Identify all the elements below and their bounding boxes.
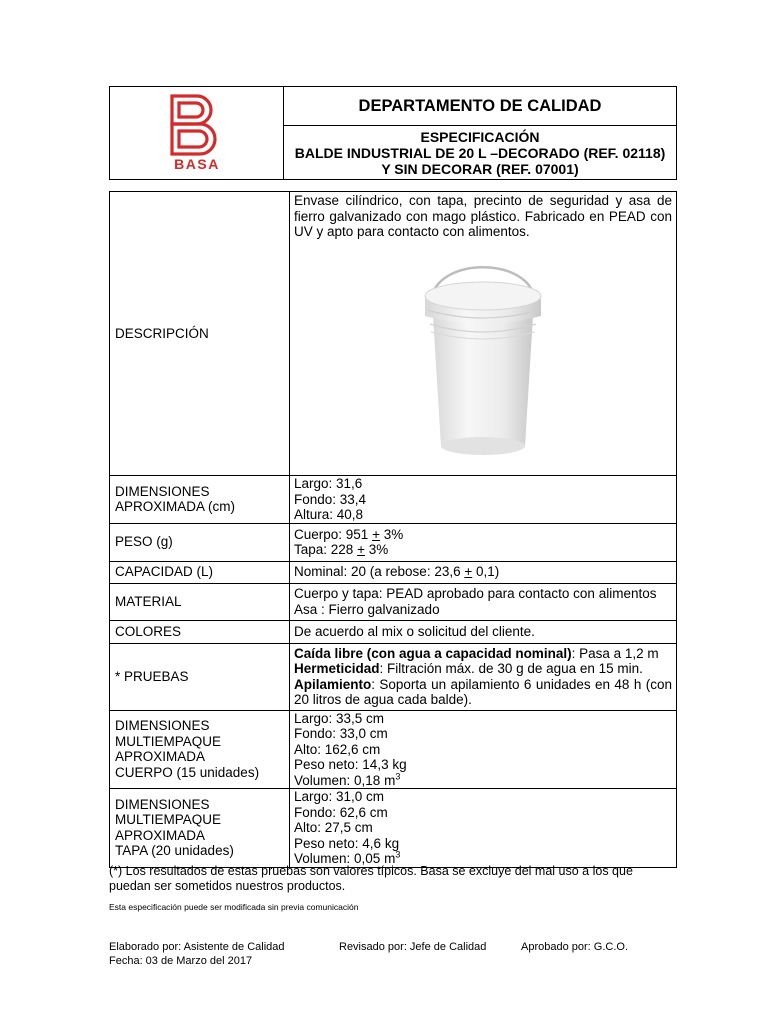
- row-material: [110, 583, 677, 620]
- value-dimensiones: [290, 476, 677, 524]
- row-descripcion: [110, 192, 677, 476]
- row-multi-cuerpo: [110, 710, 677, 789]
- mc-alto: Alto: 162,6 cm: [294, 741, 381, 757]
- dim-altura: Altura: 40,8: [294, 507, 364, 522]
- label-peso: PESO (g): [110, 523, 290, 561]
- elaborado-por: Elaborado por: Asistente de Calidad: [109, 941, 285, 953]
- spec-table: [109, 191, 677, 868]
- row-colores: [110, 620, 677, 643]
- spec-line-1: ESPECIFICACIÓN: [420, 128, 540, 145]
- label-dimensiones-line1: DIMENSIONES: [115, 483, 210, 499]
- row-capacidad: [110, 561, 677, 583]
- mc-fondo: Fondo: 33,0 cm: [294, 726, 388, 741]
- label-material: MATERIAL: [110, 583, 290, 620]
- label-pruebas: * PRUEBAS: [110, 643, 290, 710]
- value-pruebas: [290, 643, 677, 710]
- mc-volumen: Volumen: 0,18 $m^3$: [294, 771, 401, 788]
- value-material: [290, 583, 677, 620]
- footnote: (*) Los resultados de estas pruebas son valores típicos. Basa se excluye del mal uso a los que puedan ser sometidos nuestros productos.: [109, 864, 633, 893]
- department-title: DEPARTAMENTO DE CALIDAD: [284, 87, 677, 126]
- label-dimensiones: [110, 476, 290, 524]
- aprobado-por: Aprobado por: G.C.O.: [521, 941, 628, 953]
- row-dimensiones: [110, 476, 677, 524]
- revisado-por: Revisado por: Jefe de Calidad: [339, 941, 487, 953]
- bucket-image: [294, 246, 672, 468]
- mt-fondo: Fondo: 62,6 cm: [294, 804, 388, 820]
- value-peso: [290, 523, 677, 561]
- label-capacidad: CAPACIDAD (L): [110, 561, 290, 583]
- dim-fondo: Fondo: 33,4: [294, 491, 367, 507]
- mt-largo: Largo: 31,0 cm: [294, 789, 385, 804]
- prueba-hermeticidad: Hermeticidad: Filtración máx. de 30 g de agua en 15 min.: [294, 661, 643, 676]
- label-descripcion: DESCRIPCIÓN: [110, 192, 290, 476]
- elaborado-block: [109, 940, 285, 968]
- mt-alto: Alto: 27,5 cm: [294, 820, 373, 835]
- value-multi-cuerpo: [290, 710, 677, 789]
- logo-text: BASA: [173, 155, 220, 171]
- row-pruebas: [110, 643, 677, 710]
- peso-cuerpo: Cuerpo: 951 + 3%: [294, 526, 404, 542]
- material-line2: Asa : Fierro galvanizado: [294, 601, 440, 617]
- value-descripcion: [290, 192, 677, 476]
- dim-largo: Largo: 31,6: [294, 476, 363, 491]
- logo-cell: [110, 87, 284, 180]
- prueba-apilamiento: Apilamiento: Soporta un apilamiento 6 unidades en 48 h (con 20 litros de agua cada balde).: [294, 676, 672, 707]
- label-multi-tapa: DIMENSIONES MULTIEMPAQUE APROXIMADA TAPA (20 unidades): [110, 789, 290, 868]
- value-multi-tapa: [290, 789, 677, 868]
- label-colores: COLORES: [110, 620, 290, 643]
- mt-peso: Peso neto: 4,6 kg: [294, 835, 400, 851]
- fecha: Fecha: 03 de Marzo del 2017: [109, 955, 253, 967]
- spec-line-2: BALDE INDUSTRIAL DE 20 L –DECORADO (REF. 02118) Y SIN DECORAR (REF. 07001): [294, 144, 666, 177]
- modification-note: Esta especificación puede ser modificada sin previa comunicación: [109, 902, 359, 912]
- mc-largo: Largo: 33,5 cm: [294, 710, 385, 726]
- row-multi-tapa: [110, 789, 677, 868]
- basa-logo: [167, 91, 227, 171]
- mc-peso: Peso neto: 14,3 kg: [294, 757, 407, 772]
- spec-title: [284, 126, 677, 180]
- header-table: [109, 86, 677, 180]
- value-capacidad: Nominal: 20 (a rebose: 23,6 + 0,1): [290, 561, 677, 583]
- prueba-caida: Caída libre (con agua a capacidad nominal): Pasa a 1,2 m: [294, 645, 659, 661]
- description-text: Envase cilíndrico, con tapa, precinto de seguridad y asa de fierro galvanizado con mago plástico. Fabricado en PEAD con UV y apto para contacto con alimentos.: [294, 193, 672, 239]
- row-peso: [110, 523, 677, 561]
- label-multi-cuerpo: DIMENSIONES MULTIEMPAQUE APROXIMADA CUERPO (15 unidades): [110, 710, 290, 789]
- bucket-illustration: [413, 246, 553, 464]
- peso-tapa: Tapa: 228 + 3%: [294, 542, 389, 557]
- label-dimensiones-line2: APROXIMADA (cm): [115, 499, 236, 515]
- value-colores: De acuerdo al mix o solicitud del cliente.: [290, 620, 677, 643]
- material-line1: Cuerpo y tapa: PEAD aprobado para contacto con alimentos: [294, 586, 657, 601]
- mt-volumen: Volumen: 0,05 $m^3$: [294, 849, 401, 866]
